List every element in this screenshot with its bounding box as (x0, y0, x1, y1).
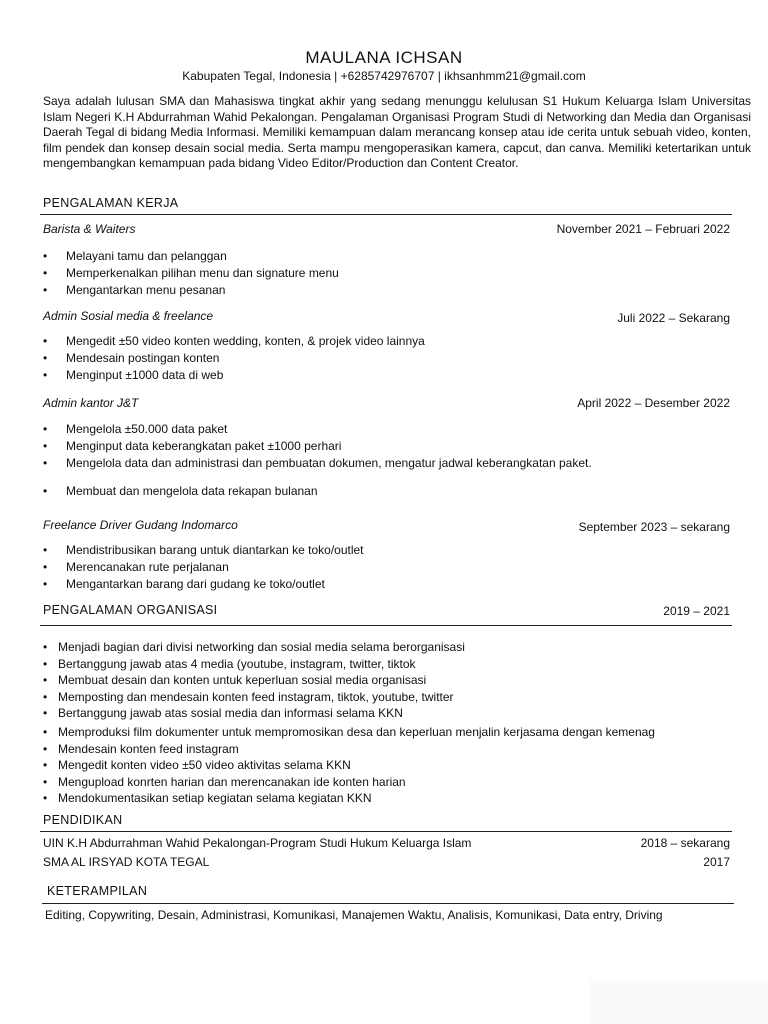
contact-line: Kabupaten Tegal, Indonesia | +6285742976707 | ikhsanhmm21@gmail.com (182, 69, 586, 83)
section-heading-education: PENDIDIKAN (43, 813, 123, 827)
list-item: • Memposting dan mendesain konten feed instagram, tiktok, youtube, twitter (43, 689, 454, 704)
job-duties-list (43, 421, 592, 500)
list-item: • Bertanggung jawab atas 4 media (youtube, instagram, twitter, tiktok (43, 656, 416, 671)
profile-summary: Saya adalah lulusan SMA dan Mahasiswa tingkat akhir yang sedang menunggu kelulusan S1 Hukum Keluarga Islam Universitas Islam Negeri K.H Abdurrahman Wahid Pekalongan. Pengalaman Organisasi Program Studi di Networking dan Media dan Organisasi Daerah Tegal di bidang Media Informasi. Memiliki kemampuan dalam merancang konsep atau ide cerita untuk sebuah video, konten, film pendek dan konsep desain social media. Serta mampu mengoperasikan kamera, capcut, dan canva. Memiliki ketertarikan untuk mengembangkan kemampuan pada bidang Video Editor/Production dan Content Creator. (43, 94, 751, 171)
job-date: November 2021 – Februari 2022 (556, 222, 730, 236)
section-divider (40, 831, 732, 832)
list-item: • Mengedit konten video ±50 video aktivitas selama KKN (43, 758, 351, 773)
list-item: • Memperkenalkan pilihan menu dan signature menu (43, 266, 339, 281)
blank-patch (590, 980, 768, 1024)
list-item: • Mengelola ±50.000 data paket (43, 422, 228, 436)
job-role: Freelance Driver Gudang Indomarco (43, 518, 238, 532)
list-item: • Mengelola data dan administrasi dan pembuatan dokumen, mengatur jadwal keberangkatan paket. (43, 456, 592, 471)
list-item: • Menginput data keberangkatan paket ±1000 perhari (43, 439, 342, 454)
candidate-name: MAULANA ICHSAN (305, 48, 463, 67)
section-heading-skills: KETERAMPILAN (47, 884, 148, 898)
organization-date: 2019 – 2021 (663, 604, 730, 618)
list-item: • Mengupload konrten harian dan merencanakan ide konten harian (43, 774, 406, 789)
section-divider (40, 625, 732, 626)
organization-duties-list (43, 639, 655, 807)
list-item: • Mendistribusikan barang untuk diantarkan ke toko/outlet (43, 543, 364, 557)
list-item: • Bertanggung jawab atas sosial media dan informasi selama KKN (43, 706, 403, 721)
job-role: Admin kantor J&T (43, 396, 139, 410)
skills-list: Editing, Copywriting, Desain, Administrasi, Komunikasi, Manajemen Waktu, Analisis, Komunikasi, Data entry, Driving (45, 908, 663, 922)
job-role: Barista & Waiters (43, 222, 136, 236)
list-item: • Melayani tamu dan pelanggan (43, 249, 227, 263)
section-heading-experience: PENGALAMAN KERJA (43, 196, 179, 210)
list-item: • Memproduksi film dokumenter untuk mempromosikan desa dan keperluan menjalin kerjasama dengan kemenag (43, 724, 655, 739)
list-item: • Mengantarkan menu pesanan (43, 283, 226, 298)
section-heading-organization: PENGALAMAN ORGANISASI (43, 603, 218, 617)
education-date: 2017 (703, 855, 730, 869)
job-role: Admin Sosial media & freelance (43, 309, 214, 323)
section-divider (42, 903, 734, 904)
list-item: • Mendesain postingan konten (43, 351, 220, 366)
list-item: • Mendokumentasikan setiap kegiatan selama kegiatan KKN (43, 791, 372, 806)
job-duties-list (43, 542, 364, 594)
list-item: • Mendesain konten feed instagram (43, 741, 239, 756)
list-item: • Menginput ±1000 data di web (43, 368, 224, 383)
education-school: SMA AL IRSYAD KOTA TEGAL (43, 855, 210, 869)
job-duties-list (43, 333, 425, 385)
list-item: • Mengedit ±50 video konten wedding, konten, & projek video lainnya (43, 334, 425, 348)
job-duties-list (43, 248, 339, 300)
list-item: • Merencanakan rute perjalanan (43, 560, 229, 575)
job-date: September 2023 – sekarang (578, 520, 730, 534)
list-item: • Menjadi bagian dari divisi networking dan sosial media selama berorganisasi (43, 640, 465, 654)
job-date: Juli 2022 – Sekarang (617, 311, 730, 325)
section-divider (40, 214, 732, 215)
list-item: • Membuat dan mengelola data rekapan bulanan (43, 483, 318, 498)
education-date: 2018 – sekarang (640, 836, 730, 850)
list-item: • Mengantarkan barang dari gudang ke toko/outlet (43, 577, 325, 592)
job-date: April 2022 – Desember 2022 (577, 396, 730, 410)
list-item: • Membuat desain dan konten untuk keperluan sosial media organisasi (43, 673, 427, 688)
education-school: UIN K.H Abdurrahman Wahid Pekalongan-Program Studi Hukum Keluarga Islam (43, 836, 472, 850)
